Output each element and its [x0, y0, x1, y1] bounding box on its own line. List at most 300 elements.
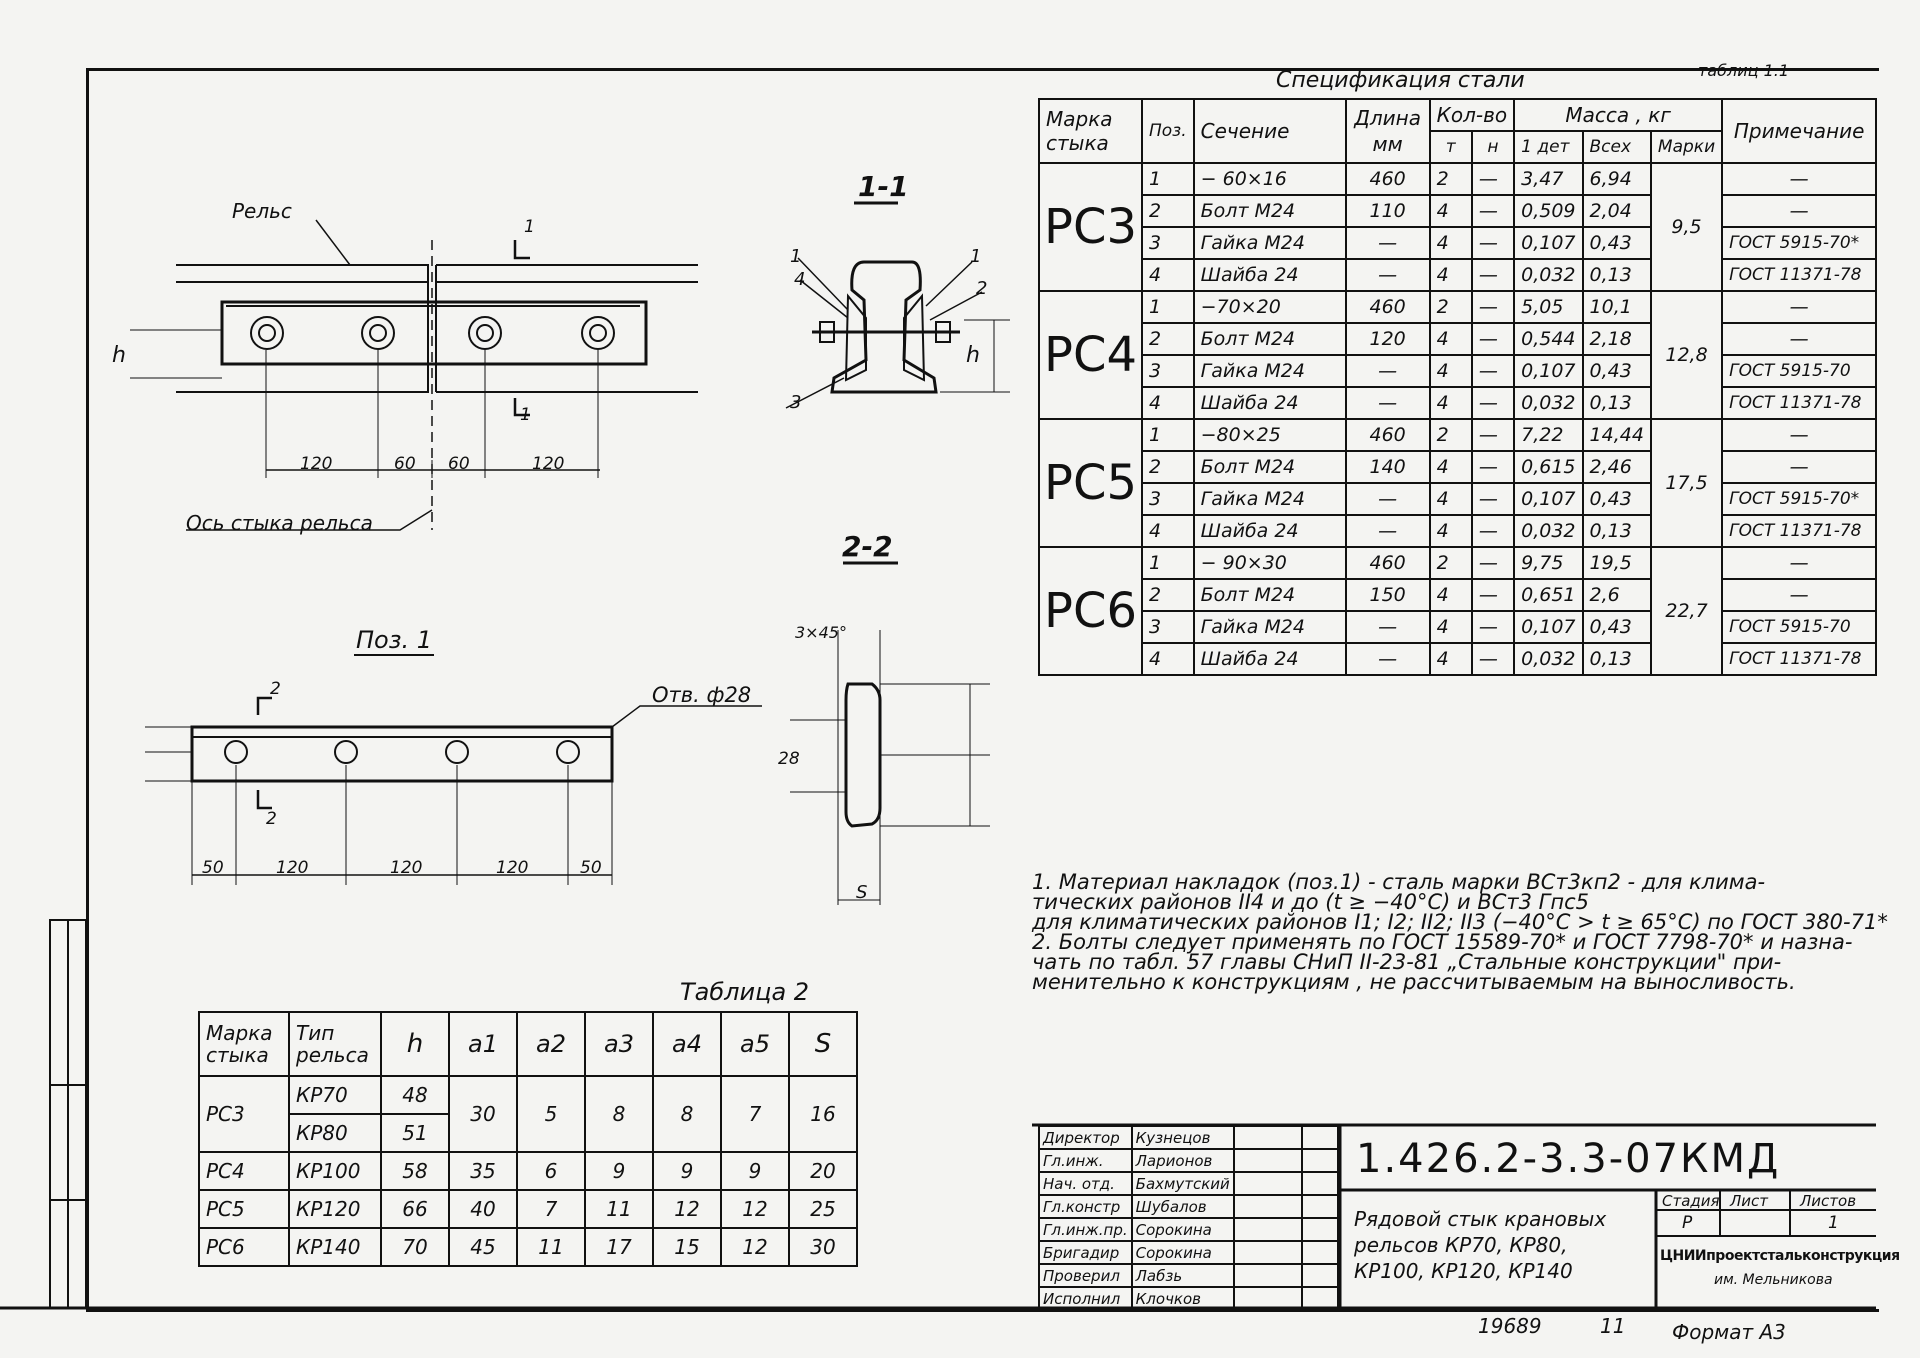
stamp-role: Бригадир [1039, 1241, 1132, 1264]
hole-icon [335, 741, 357, 763]
inventory-number: 19689 [1478, 1314, 1542, 1338]
stamp-name: Бахмутский [1132, 1172, 1234, 1195]
cell-all: 19,5 [1583, 547, 1651, 579]
sheet-label: Лист [1730, 1192, 1769, 1210]
cell-section: Шайба 24 [1194, 643, 1346, 675]
cell-t: 4 [1430, 579, 1472, 611]
cell-one: 0,107 [1514, 483, 1582, 515]
signature-cell [1234, 1241, 1302, 1264]
cell-length: 460 [1346, 547, 1430, 579]
t2-cell: 45 [449, 1228, 517, 1266]
cell-one: 0,615 [1514, 451, 1582, 483]
dim-text: 120 [390, 858, 423, 878]
note-line: менительно к конструкциям , не рассчитываемым на выносливость. [1032, 970, 1796, 994]
cell-length: — [1346, 643, 1430, 675]
cell-section: Болт М24 [1194, 323, 1346, 355]
cell-section: Шайба 24 [1194, 259, 1346, 291]
table-row [1039, 1172, 1338, 1195]
cell-t: 2 [1430, 419, 1472, 451]
doc-code: 1.426.2-3.3-07КМД [1356, 1136, 1781, 1182]
cell-t: 2 [1430, 291, 1472, 323]
cell-section: Болт М24 [1194, 579, 1346, 611]
cell-mass-mark: 22,7 [1651, 547, 1722, 675]
stage-label: Стадия [1662, 1192, 1720, 1210]
cut-mark: 1 [524, 217, 535, 237]
signature-cell [1234, 1195, 1302, 1218]
cell-section: Шайба 24 [1194, 515, 1346, 547]
cell-note: ГОСТ 5915-70 [1722, 355, 1876, 387]
cell-length: 120 [1346, 323, 1430, 355]
cell-t: 4 [1430, 451, 1472, 483]
table-row [1039, 163, 1876, 195]
bolt-icon [251, 317, 283, 349]
cell-length: 140 [1346, 451, 1430, 483]
t2-cell: 12 [721, 1228, 789, 1266]
cell-note: — [1722, 163, 1876, 195]
cell-all: 2,04 [1583, 195, 1651, 227]
joint-mark: РС4 [1039, 291, 1142, 419]
t2-cell: 35 [449, 1152, 517, 1190]
signature-cell [1234, 1172, 1302, 1195]
callout: 1 [790, 246, 802, 267]
t2-cell: 16 [789, 1076, 857, 1152]
table-row [1039, 515, 1876, 547]
dim-text: 120 [496, 858, 529, 878]
rail-right-outline [436, 265, 698, 392]
cell-note: — [1722, 579, 1876, 611]
stamp-role: Исполнил [1039, 1287, 1132, 1310]
table-row [1039, 451, 1876, 483]
cell-n: — [1472, 291, 1514, 323]
t2-cell: 11 [585, 1190, 653, 1228]
table-row [1039, 323, 1876, 355]
t2-cell: РС5 [199, 1190, 289, 1228]
cell-pos: 4 [1142, 259, 1194, 291]
stamp-name: Клочков [1132, 1287, 1234, 1310]
cell-one: 7,22 [1514, 419, 1582, 451]
cell-pos: 2 [1142, 195, 1194, 227]
th-qty-t: т [1430, 131, 1472, 163]
stamp-name: Сорокина [1132, 1218, 1234, 1241]
cell-one: 3,47 [1514, 163, 1582, 195]
th-mass: Масса , кг [1514, 99, 1722, 131]
stamp-role: Гл.инж. [1039, 1149, 1132, 1172]
t2-cell: КР80 [289, 1114, 381, 1152]
rail-label: Рельс [232, 199, 292, 223]
dim-text: 120 [532, 454, 565, 474]
t2-cell: 6 [517, 1152, 585, 1190]
table2 [198, 1011, 858, 1267]
t2-header: S [789, 1012, 857, 1076]
table-row [199, 1190, 857, 1228]
cell-one: 0,107 [1514, 227, 1582, 259]
dim-h: h [112, 343, 126, 368]
cell-length: — [1346, 611, 1430, 643]
cell-pos: 4 [1142, 643, 1194, 675]
note-line: чать по табл. 57 главы СНиП II-23-81 „Стальные конструкции" при- [1032, 950, 1782, 974]
notes-block [1032, 870, 1888, 994]
table-row [1039, 1287, 1338, 1310]
cell-note: — [1722, 195, 1876, 227]
plate-pos1 [192, 727, 612, 781]
cell-pos: 2 [1142, 323, 1194, 355]
format-label: Формат А3 [1672, 1320, 1786, 1344]
cell-pos: 3 [1142, 483, 1194, 515]
cell-one: 5,05 [1514, 291, 1582, 323]
cell-section: Болт М24 [1194, 451, 1346, 483]
t2-cell: 11 [517, 1228, 585, 1266]
title-line: КР100, КР120, КР140 [1354, 1259, 1573, 1283]
cell-all: 2,46 [1583, 451, 1651, 483]
table-row [1039, 1264, 1338, 1287]
cell-length: 460 [1346, 163, 1430, 195]
table-row [1039, 259, 1876, 291]
hole-label: Отв. ф28 [652, 683, 752, 707]
cell-t: 4 [1430, 611, 1472, 643]
signature-cell [1234, 1149, 1302, 1172]
dim-text: 50 [580, 858, 602, 878]
t2-cell: 7 [721, 1076, 789, 1152]
cell-n: — [1472, 227, 1514, 259]
cell-n: — [1472, 387, 1514, 419]
th-section: Сечение [1194, 99, 1346, 163]
cell-n: — [1472, 515, 1514, 547]
cell-n: — [1472, 163, 1514, 195]
title-line: рельсов КР70, КР80, [1354, 1233, 1568, 1257]
cell-all: 0,13 [1583, 259, 1651, 291]
t2-cell: 58 [381, 1152, 449, 1190]
t2-cell: КР70 [289, 1076, 381, 1114]
dim-text: 50 [202, 858, 224, 878]
cell-length: — [1346, 355, 1430, 387]
t2-header: a2 [517, 1012, 585, 1076]
cell-section: Гайка М24 [1194, 227, 1346, 259]
t2-header: h [381, 1012, 449, 1076]
rail-left-outline [176, 265, 428, 392]
table-row [1039, 643, 1876, 675]
cell-mass-mark: 12,8 [1651, 291, 1722, 419]
stamp-role: Директор [1039, 1126, 1132, 1149]
cell-all: 2,18 [1583, 323, 1651, 355]
cell-n: — [1472, 611, 1514, 643]
sheets-label: Листов [1800, 1192, 1857, 1210]
cell-one: 0,032 [1514, 259, 1582, 291]
t2-header: Марка стыка [199, 1012, 289, 1076]
dim-s: S [856, 882, 868, 903]
pos1-title: Поз. 1 [356, 626, 433, 654]
cell-one: 0,032 [1514, 387, 1582, 419]
cell-note: — [1722, 547, 1876, 579]
cell-n: — [1472, 419, 1514, 451]
cell-all: 2,6 [1583, 579, 1651, 611]
table-ref: таблиц 1.1 [1698, 61, 1790, 80]
th-length: Длина мм [1346, 99, 1430, 163]
cell-n: — [1472, 547, 1514, 579]
table-row [199, 1076, 857, 1114]
cell-pos: 2 [1142, 579, 1194, 611]
bolt-icon [469, 317, 501, 349]
cell-pos: 3 [1142, 355, 1194, 387]
stamp-name: Сорокина [1132, 1241, 1234, 1264]
cell-all: 6,94 [1583, 163, 1651, 195]
stamp-role: Нач. отд. [1039, 1172, 1132, 1195]
table-row [1039, 1195, 1338, 1218]
cell-n: — [1472, 259, 1514, 291]
spec-title: Спецификация стали [1276, 68, 1525, 93]
signature-cell [1234, 1126, 1302, 1149]
table-row [199, 1228, 857, 1266]
cell-section: − 60×16 [1194, 163, 1346, 195]
table-row [1039, 387, 1876, 419]
cell-length: 460 [1346, 419, 1430, 451]
stamp-people [1038, 1125, 1339, 1311]
cell-length: — [1346, 387, 1430, 419]
table-row [1039, 1241, 1338, 1264]
table-row [1039, 547, 1876, 579]
t2-cell: 48 [381, 1076, 449, 1114]
cell-all: 10,1 [1583, 291, 1651, 323]
cell-one: 0,107 [1514, 611, 1582, 643]
cell-n: — [1472, 195, 1514, 227]
th-mass-all: Всех [1583, 131, 1651, 163]
dim-text: 60 [394, 454, 416, 474]
stamp-name: Лабзь [1132, 1264, 1234, 1287]
cell-note: ГОСТ 11371-78 [1722, 643, 1876, 675]
th-joint: Марка стыка [1039, 99, 1142, 163]
cell-length: — [1346, 227, 1430, 259]
cell-one: 0,651 [1514, 579, 1582, 611]
table-row [1039, 579, 1876, 611]
cell-t: 4 [1430, 323, 1472, 355]
cell-all: 0,13 [1583, 643, 1651, 675]
cut-mark: 2 [270, 679, 281, 699]
t2-header: a3 [585, 1012, 653, 1076]
table-row [1039, 1126, 1338, 1149]
cell-all: 0,13 [1583, 387, 1651, 419]
cell-n: — [1472, 451, 1514, 483]
plate-section [846, 684, 880, 826]
dim-text: 120 [276, 858, 309, 878]
note-line: тических районов II4 и до (t ≥ −40°С) и ВСт3 Гпс5 [1032, 890, 1590, 914]
stamp-role: Гл.констр [1039, 1195, 1132, 1218]
cell-pos: 1 [1142, 291, 1194, 323]
table-row [1039, 483, 1876, 515]
cell-length: 150 [1346, 579, 1430, 611]
org-name: ЦНИИпроектстальконструкция [1660, 1248, 1900, 1264]
cell-n: — [1472, 483, 1514, 515]
cell-section: − 90×30 [1194, 547, 1346, 579]
joint-mark: РС5 [1039, 419, 1142, 547]
stamp-role: Гл.инж.пр. [1039, 1218, 1132, 1241]
cell-n: — [1472, 643, 1514, 675]
cell-pos: 4 [1142, 387, 1194, 419]
cell-length: — [1346, 259, 1430, 291]
cell-one: 0,032 [1514, 515, 1582, 547]
cell-note: ГОСТ 5915-70* [1722, 227, 1876, 259]
title-line: Рядовой стык крановых [1354, 1207, 1607, 1231]
cell-note: — [1722, 291, 1876, 323]
cell-all: 14,44 [1583, 419, 1651, 451]
table-row [199, 1152, 857, 1190]
copy-number: 11 [1600, 1314, 1626, 1338]
callout: 1 [970, 246, 982, 267]
t2-cell: 5 [517, 1076, 585, 1152]
cell-one: 0,032 [1514, 643, 1582, 675]
cell-pos: 3 [1142, 227, 1194, 259]
cell-one: 0,107 [1514, 355, 1582, 387]
cell-mass-mark: 17,5 [1651, 419, 1722, 547]
chamfer-label: 3×45° [795, 623, 847, 642]
cut-mark: 1 [520, 405, 531, 425]
sheets-value: 1 [1828, 1213, 1839, 1233]
cell-pos: 2 [1142, 451, 1194, 483]
t2-cell: 30 [449, 1076, 517, 1152]
t2-header: a4 [653, 1012, 721, 1076]
cell-n: — [1472, 579, 1514, 611]
cell-pos: 1 [1142, 419, 1194, 451]
cell-t: 4 [1430, 227, 1472, 259]
t2-cell: 51 [381, 1114, 449, 1152]
t2-cell: 12 [653, 1190, 721, 1228]
t2-header: Тип рельса [289, 1012, 381, 1076]
axis-label: Ось стыка рельса [186, 511, 373, 535]
stage-value: Р [1682, 1213, 1693, 1233]
cell-one: 0,509 [1514, 195, 1582, 227]
cell-length: 110 [1346, 195, 1430, 227]
th-pos: Поз. [1142, 99, 1194, 163]
cell-note: ГОСТ 11371-78 [1722, 387, 1876, 419]
hole-icon [446, 741, 468, 763]
table-row [1039, 611, 1876, 643]
t2-cell: 66 [381, 1190, 449, 1228]
joint-mark: РС3 [1039, 163, 1142, 291]
note-line: для климатических районов I1; I2; II2; II3 (−40°С > t ≥ 65°С) по ГОСТ 380-71* [1032, 910, 1888, 934]
t2-cell: 70 [381, 1228, 449, 1266]
stamp-name: Кузнецов [1132, 1126, 1234, 1149]
cell-n: — [1472, 323, 1514, 355]
t2-cell: 7 [517, 1190, 585, 1228]
cell-n: — [1472, 355, 1514, 387]
dim-text: 60 [448, 454, 470, 474]
callout: 2 [976, 278, 988, 299]
dim-28: 28 [778, 749, 800, 769]
dim-h: h [966, 343, 980, 368]
stamp-role: Проверил [1039, 1264, 1132, 1287]
cell-t: 2 [1430, 547, 1472, 579]
table-row [1039, 1149, 1338, 1172]
table-row [1039, 419, 1876, 451]
bolt-icon [362, 317, 394, 349]
table-row [1039, 195, 1876, 227]
signature-cell [1234, 1218, 1302, 1241]
cell-length: 460 [1346, 291, 1430, 323]
t2-cell: 8 [653, 1076, 721, 1152]
t2-cell: 20 [789, 1152, 857, 1190]
th-note: Примечание [1722, 99, 1876, 163]
org-sub: им. Мельникова [1714, 1272, 1833, 1288]
t2-cell: 9 [653, 1152, 721, 1190]
cell-section: Гайка М24 [1194, 483, 1346, 515]
table-row [1039, 227, 1876, 259]
callout: 3 [790, 392, 802, 413]
table-row [1039, 1218, 1338, 1241]
t2-cell: 12 [721, 1190, 789, 1228]
joint-mark: РС6 [1039, 547, 1142, 675]
cell-length: — [1346, 483, 1430, 515]
cut-mark: 2 [266, 809, 277, 829]
cell-section: −70×20 [1194, 291, 1346, 323]
table-row [1039, 355, 1876, 387]
t2-cell: 15 [653, 1228, 721, 1266]
cell-pos: 1 [1142, 547, 1194, 579]
t2-cell: РС4 [199, 1152, 289, 1190]
cell-pos: 1 [1142, 163, 1194, 195]
cell-section: Гайка М24 [1194, 611, 1346, 643]
cell-t: 4 [1430, 195, 1472, 227]
stamp-name: Шубалов [1132, 1195, 1234, 1218]
t2-cell: 9 [721, 1152, 789, 1190]
callout: 4 [794, 269, 806, 290]
cell-note: — [1722, 323, 1876, 355]
cell-section: Шайба 24 [1194, 387, 1346, 419]
note-line: 2. Болты следует применять по ГОСТ 15589-70* и ГОСТ 7798-70* и назна- [1032, 930, 1853, 954]
note-line: 1. Материал накладок (поз.1) - сталь марки ВСт3кп2 - для клима- [1032, 870, 1766, 894]
hole-icon [557, 741, 579, 763]
spec-table [1038, 98, 1877, 676]
cell-t: 2 [1430, 163, 1472, 195]
cell-section: Болт М24 [1194, 195, 1346, 227]
cell-one: 0,544 [1514, 323, 1582, 355]
cell-mass-mark: 9,5 [1651, 163, 1722, 291]
t2-header: a5 [721, 1012, 789, 1076]
table2-title: Таблица 2 [680, 978, 810, 1006]
cell-all: 0,43 [1583, 355, 1651, 387]
cell-length: — [1346, 515, 1430, 547]
cell-one: 9,75 [1514, 547, 1582, 579]
cell-note: — [1722, 419, 1876, 451]
cell-pos: 4 [1142, 515, 1194, 547]
cell-all: 0,13 [1583, 515, 1651, 547]
t2-cell: КР140 [289, 1228, 381, 1266]
t2-cell: РС6 [199, 1228, 289, 1266]
t2-cell: 17 [585, 1228, 653, 1266]
th-mass-mark: Марки [1651, 131, 1722, 163]
cell-all: 0,43 [1583, 611, 1651, 643]
cell-all: 0,43 [1583, 227, 1651, 259]
t2-cell: 40 [449, 1190, 517, 1228]
cell-section: Гайка М24 [1194, 355, 1346, 387]
cell-t: 4 [1430, 515, 1472, 547]
t2-cell: 9 [585, 1152, 653, 1190]
table-row [1039, 291, 1876, 323]
th-qty-n: н [1472, 131, 1514, 163]
cell-section: −80×25 [1194, 419, 1346, 451]
cell-t: 4 [1430, 643, 1472, 675]
t2-cell: РС3 [199, 1076, 289, 1152]
section-1-1-title: 1-1 [858, 170, 909, 203]
t2-cell: КР100 [289, 1152, 381, 1190]
drawing-title [1354, 1206, 1606, 1284]
t2-header: a1 [449, 1012, 517, 1076]
cell-t: 4 [1430, 355, 1472, 387]
bolt-icon [582, 317, 614, 349]
t2-cell: 30 [789, 1228, 857, 1266]
cell-pos: 3 [1142, 611, 1194, 643]
dim-text: 120 [300, 454, 333, 474]
stamp-name: Ларионов [1132, 1149, 1234, 1172]
th-qty: Кол-во [1430, 99, 1514, 131]
cell-t: 4 [1430, 483, 1472, 515]
